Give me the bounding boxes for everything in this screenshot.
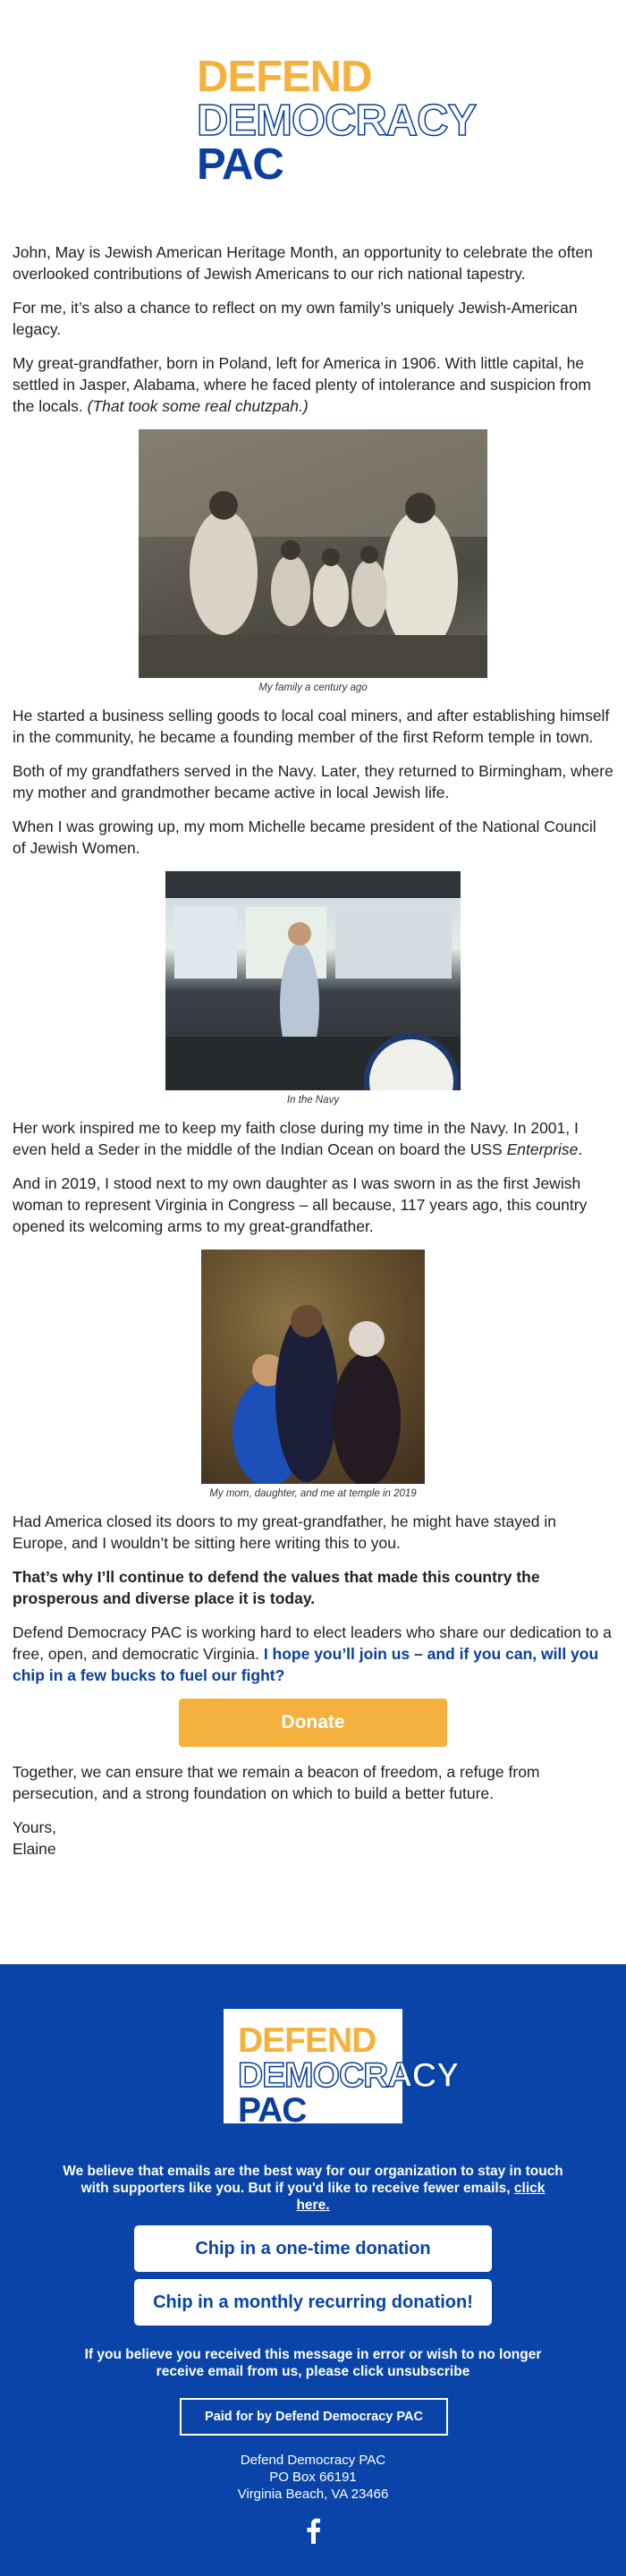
chip-in-link[interactable]: I hope you’ll join us – and if you can, will you chip in a few bucks to fuel our fight?: [13, 1645, 599, 1684]
paragraph-grandfathers: Both of my grandfathers served in the Navy. Later, they returned to Birmingham, where my mother and grandmother became active in local Jewish life.: [13, 762, 613, 801]
logo-line-defend: DEFEND: [197, 53, 372, 101]
paragraph-closed-doors: Had America closed its doors to my great-grandfather, he might have stayed in Europe, and I wouldn’t be sitting here writing this to you.: [13, 1513, 556, 1552]
family-photo-illustration: [139, 429, 487, 678]
paragraph-legacy: For me, it’s also a chance to reflect on my own family’s uniquely Jewish-American legacy.: [13, 299, 578, 338]
navy-photo: [165, 871, 461, 1090]
address-po-box: PO Box 66191: [269, 2470, 357, 2485]
paragraph-values: That’s why I’ll continue to defend the values that made this country the prosperous and diverse place it is today.: [13, 1568, 540, 1607]
footer-logo-box: [224, 2009, 459, 2130]
paragraph-great-grandfather: [13, 352, 613, 417]
paragraph-navy: [13, 1117, 613, 1160]
family-photo: [139, 429, 487, 678]
temple-photo: [201, 1250, 425, 1484]
one-time-donation-button[interactable]: Chip in a one-time donation: [134, 2225, 492, 2272]
footer-logo-pac: PAC: [238, 2091, 307, 2130]
fewer-emails-notice: [63, 2163, 563, 2214]
ship-name: Enterprise: [506, 1140, 579, 1158]
paragraph-navy-text: Her work inspired me to keep my faith close during my time in the Navy. In 2001, I even held a Seder in the middle of the Indian Ocean on board the USS: [13, 1119, 579, 1158]
paragraph-congress: And in 2019, I stood next to my own daughter as I was sworn in as the first Jewish woman to represent Virginia in Congress – all because, 117 years ago, this country opened its welcoming arms to my great-grandfather.: [13, 1174, 588, 1235]
figure-family: [13, 429, 613, 694]
address-city: Virginia Beach, VA 23466: [237, 2487, 389, 2502]
paragraph-ask: [13, 1622, 613, 1686]
footer-logo: [238, 2023, 459, 2128]
unsubscribe-notice[interactable]: If you believe you received this message in error or wish to no longer receive email from us, please click unsubscribe: [84, 2347, 542, 2379]
paid-for-box: Paid for by Defend Democracy PAC: [180, 2398, 448, 2436]
paragraph-mother: When I was growing up, my mom Michelle became president of the National Council of Jewish Women.: [13, 818, 596, 857]
paragraph-intro: John, May is Jewish American Heritage Month, an opportunity to celebrate the often overlooked contributions of Jewish Americans to our rich national tapestry.: [13, 243, 593, 283]
letter-body: [13, 242, 613, 1872]
figure-temple: [13, 1250, 613, 1500]
paragraph-together: Together, we can ensure that we remain a beacon of freedom, a refuge from persecution, and a strong foundation on which to build a better future.: [13, 1763, 540, 1802]
caption-family: My family a century ago: [258, 682, 368, 693]
fewer-emails-text: We believe that emails are the best way for our organization to stay in touch with supporters like you. But if you'd like to receive fewer emails,: [63, 2164, 563, 2196]
donate-button[interactable]: Donate: [179, 1699, 447, 1747]
footer-logo-defend: DEFEND: [238, 2021, 376, 2060]
paragraph-great-grandfather-text: My great-grandfather, born in Poland, left for America in 1906. With little capital, he settled in Jasper, Alabama, where he faced plenty of intolerance and suspicion from the locals.: [13, 354, 591, 415]
temple-photo-illustration: [201, 1250, 425, 1484]
mailing-address: [179, 2452, 447, 2503]
signature-name: Elaine: [13, 1840, 56, 1858]
address-name: Defend Democracy PAC: [240, 2453, 386, 2468]
footer: [0, 1964, 626, 2576]
caption-navy: In the Navy: [286, 1095, 340, 1106]
signoff-yours: Yours,: [13, 1818, 56, 1836]
logo-line-pac: PAC: [197, 140, 283, 189]
caption-temple: My mom, daughter, and me at temple in 2019: [209, 1488, 417, 1499]
paragraph-business: He started a business selling goods to local coal miners, and after establishing himself in the community, he became a founding member of the first Reform temple in town.: [13, 707, 610, 746]
header-logo: [197, 53, 477, 190]
monthly-donation-button[interactable]: Chip in a monthly recurring donation!: [134, 2279, 492, 2326]
figure-navy: [13, 871, 613, 1106]
click-here-link[interactable]: click here.: [296, 2181, 546, 2213]
signoff: [13, 1817, 613, 1860]
footer-logo-democracy: DEMOCRACY: [238, 2056, 459, 2095]
paragraph-ask-text: Defend Democracy PAC is working hard to elect leaders who share our dedication to a free, open, and democratic Virginia.: [13, 1623, 612, 1663]
navy-photo-illustration: [165, 871, 461, 1090]
logo-line-democracy: DEMOCRACY: [197, 97, 477, 145]
chutzpah-aside: (That took some real chutzpah.): [87, 397, 309, 415]
facebook-icon[interactable]: [304, 2517, 322, 2544]
paragraph-navy-end: .: [578, 1140, 583, 1158]
